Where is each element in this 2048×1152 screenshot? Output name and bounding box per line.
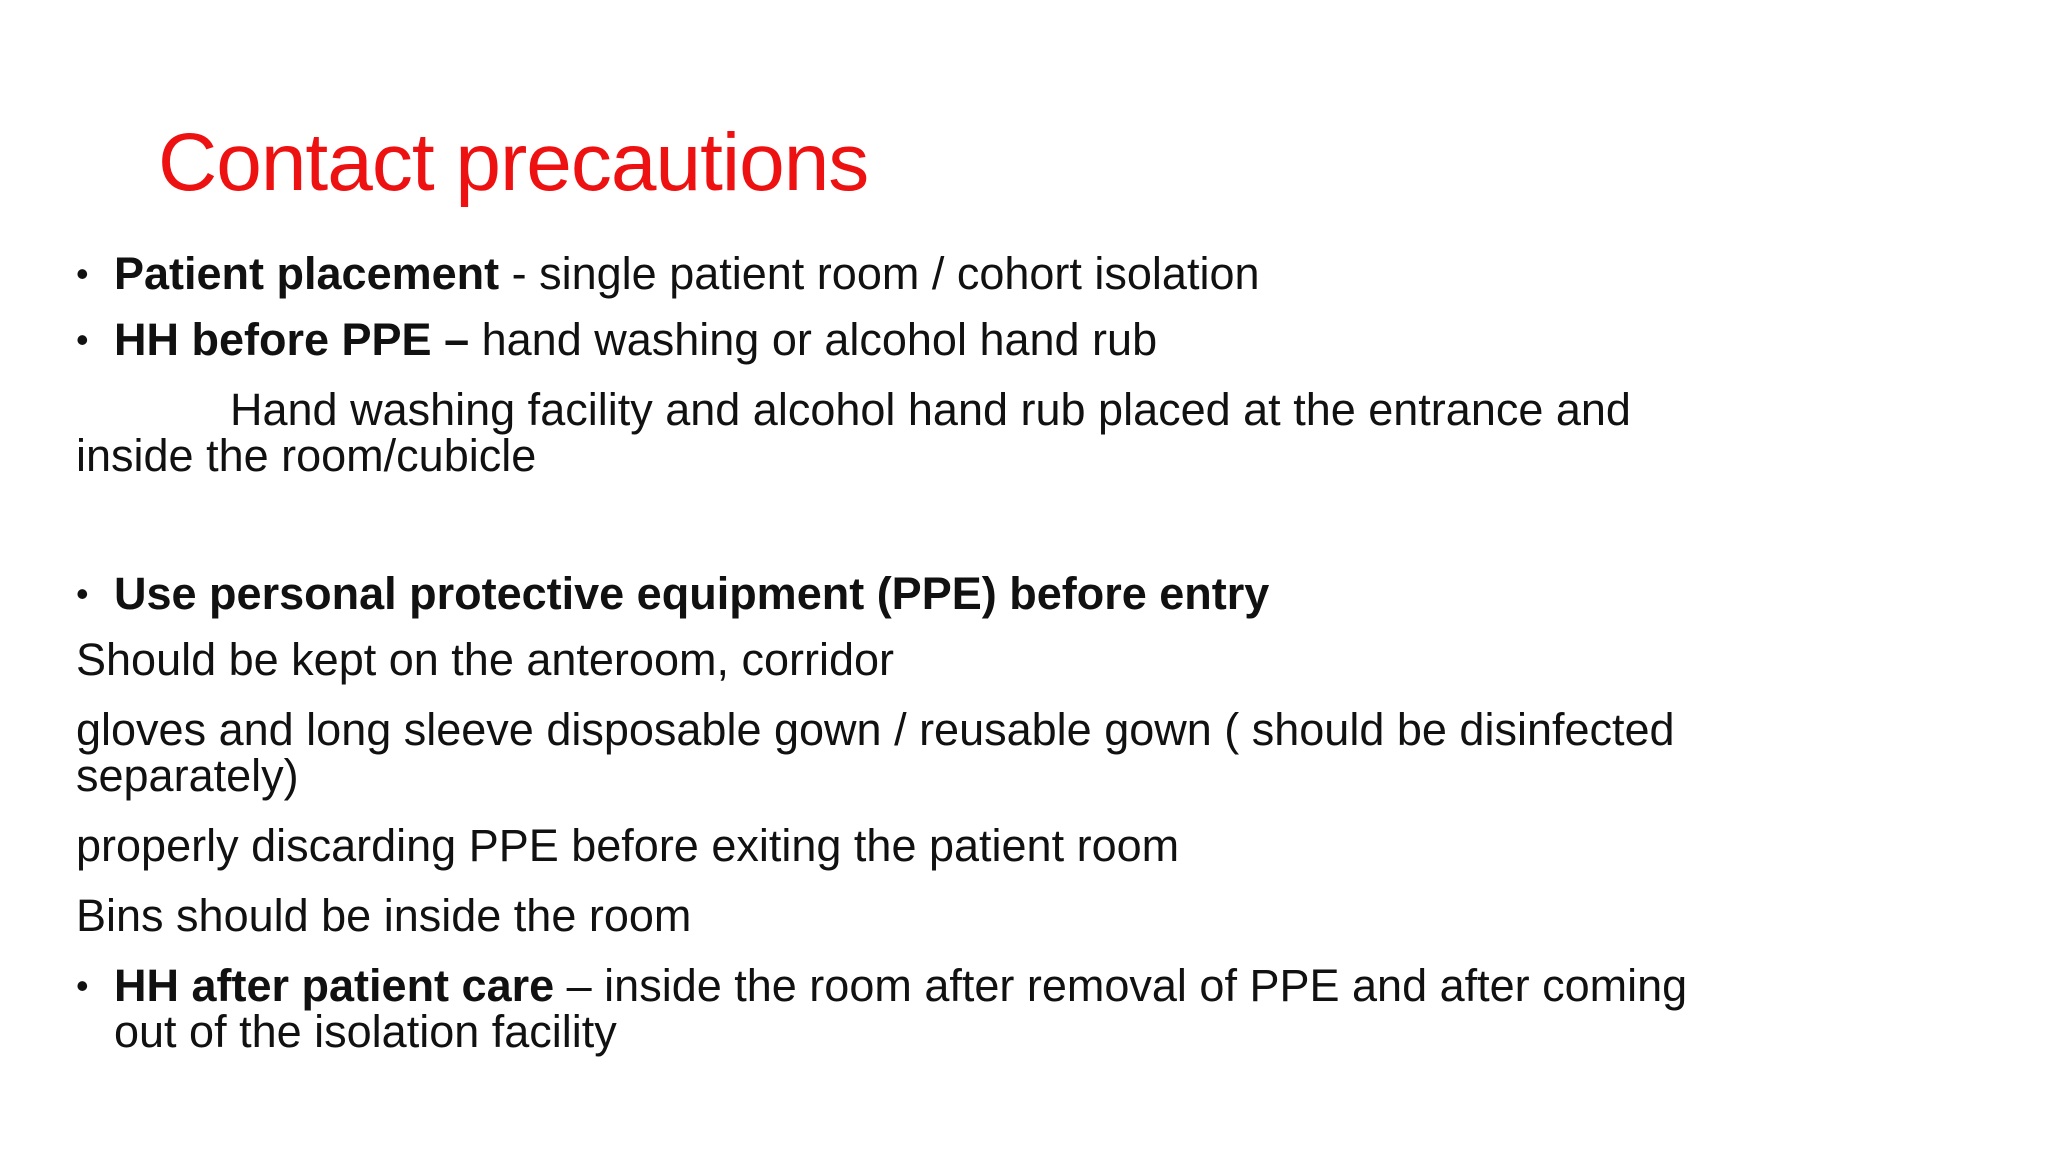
bullet-bold-label: HH after patient care (114, 960, 555, 1011)
hh-after-line2: out of the isolation facility (114, 1006, 617, 1057)
bullet-bold-label: Use personal protective equipment (PPE) before entry (114, 568, 1270, 619)
bullet-text (114, 570, 1954, 617)
bins-note: Bins should be inside the room (76, 890, 692, 941)
bullet-text (114, 962, 1954, 1009)
bullet-icon: • (76, 319, 89, 360)
bullet-detail: - single patient room / cohort isolation (499, 248, 1260, 299)
bullet-icon: • (76, 253, 89, 294)
hand-washing-note-line2: inside the room/cubicle (76, 430, 537, 481)
bullet-icon: • (76, 965, 89, 1006)
gloves-line1: gloves and long sleeve disposable gown / reusable gown ( should be disinfected (76, 704, 1675, 755)
bullet-text (114, 250, 1954, 297)
bullet-bold-label: Patient placement (114, 248, 500, 299)
bullet-patient-placement (76, 250, 1954, 297)
bullet-icon: • (76, 573, 89, 614)
bullet-detail: – inside the room after removal of PPE and after coming (554, 960, 1688, 1011)
bullet-text (114, 316, 1954, 363)
kept-note: Should be kept on the anteroom, corridor (76, 634, 894, 685)
bullet-use-ppe (76, 570, 1954, 617)
bullet-detail: hand washing or alcohol hand rub (469, 314, 1158, 365)
gloves-line2: separately) (76, 750, 299, 801)
bullet-hh-after-care (76, 962, 1954, 1009)
bullet-hh-before-ppe (76, 316, 1954, 363)
discarding-note: properly discarding PPE before exiting the patient room (76, 820, 1180, 871)
slide-title: Contact precautions (158, 117, 869, 208)
bullet-bold-label: HH before PPE – (114, 314, 470, 365)
hand-washing-note-line1: Hand washing facility and alcohol hand rub placed at the entrance and (230, 384, 1631, 435)
